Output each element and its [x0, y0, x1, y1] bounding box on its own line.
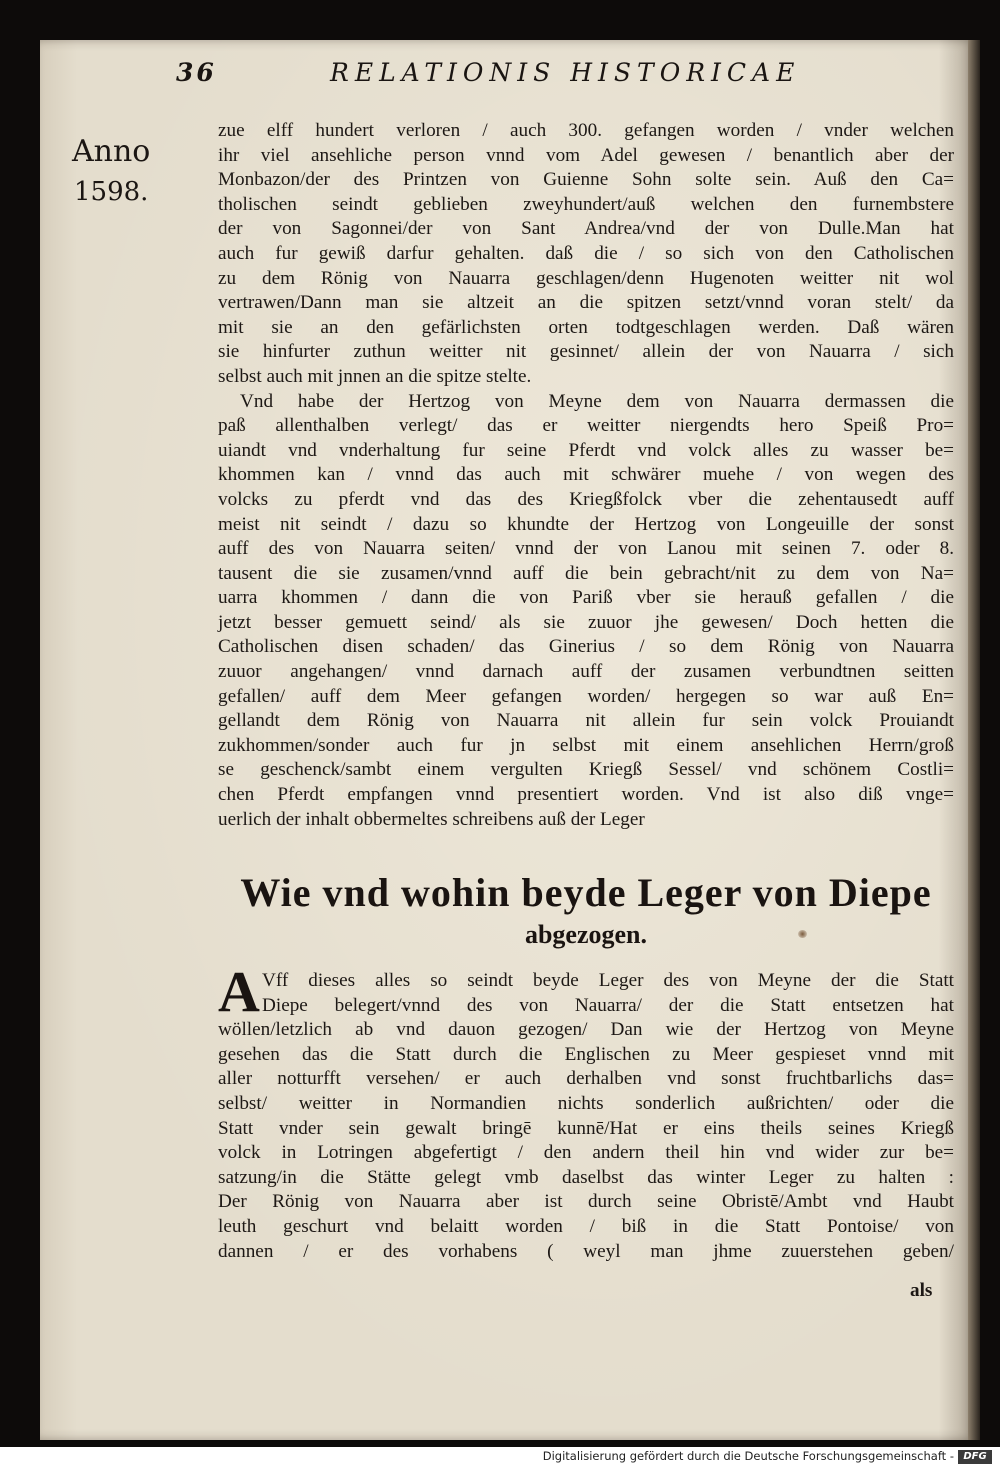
page-gutter: [968, 40, 980, 1440]
text-block-lower: [218, 969, 954, 1264]
footer-bar: [0, 1447, 1000, 1467]
text-line: zu dem Rönig von Nauarra geschlagen/denn Hugenoten weitter nit wol: [218, 267, 954, 289]
text-line: chen Pferdt empfangen vnnd presentiert worden. Vnd ist also diß vnge=: [218, 784, 954, 806]
marginal-year: 1598.: [74, 177, 149, 207]
text-line: jetzt besser gemuett seind/ als sie zuuor jhe gewesen/ Doch hetten die: [218, 611, 954, 633]
section-heading: Wie vnd wohin beyde Leger von Diepe: [240, 870, 932, 915]
text-line: tausent die sie zusamen/vnnd auff die bein gebracht/nit zu dem von Na=: [218, 562, 954, 584]
page-number: 36: [176, 58, 217, 87]
marginal-note: [72, 132, 150, 212]
text-line: khommen kan / vnnd das auch mit schwärer muehe / von wegen des: [218, 464, 954, 486]
text-line: der von Sagonnei/der von Sant Andrea/vnd der von Dulle.Man hat: [218, 218, 954, 240]
text-line: wöllen/letzlich ab vnd dauon gezogen/ Dan wie der Hertzog von Meyne: [218, 1019, 954, 1041]
text-line: aller notturfft versehen/ er auch derhalben vnd sonst fruchtbarlichs das=: [218, 1068, 954, 1090]
text-line: Vff dieses alles so seindt beyde Leger des von Meyne der die Statt: [262, 970, 954, 991]
text-line: tholischen seindt geblieben zweyhundert/auß welchen den furnembstere: [218, 193, 954, 215]
text-line: gesehen das die Statt durch die Englischen zu Meer gespieset vnnd mit: [218, 1043, 954, 1065]
text-line: Catholischen disen schaden/ das Ginerius / so dem Rönig von Nauarra: [218, 636, 954, 658]
text-line: meist nit seindt / dazu so khundte der Hertzog von Longeuille der sonst: [218, 513, 954, 535]
text-line: sie hinfurter zuthun weitter nit gesinnet/ allein der von Nauarra / sich: [218, 341, 954, 363]
text-line: Diepe belegert/vnnd des von Nauarra/ der die Statt entsetzen hat: [262, 994, 954, 1016]
text-line: Monbazon/der des Printzen von Guienne Sohn solte sein. Auß den Ca=: [218, 169, 954, 191]
funding-credit: Digitalisierung gefördert durch die Deutsche Forschungsgemeinschaft -: [542, 1449, 954, 1463]
text-line: auch fur gewiß darfur gehalten. daß die / so sich von den Catholischen: [218, 242, 954, 264]
text-line: satzung/in die Stätte gelegt vmb daselbst das winter Leger zu halten :: [218, 1166, 954, 1188]
text-line: volck in Lotringen abgefertigt / den andern theil hin vnd wider zur be=: [218, 1142, 954, 1164]
text-line: Der Rönig von Nauarra aber ist durch seine Obristē/Ambt vnd Haubt: [218, 1191, 954, 1213]
section-heading-continued: abgezogen.: [524, 920, 648, 949]
text-line: uiandt vnd vnderhaltung fur seine Pferdt vnd volck alles zu wasser be=: [218, 439, 954, 461]
text-line: gellandt dem Rönig von Nauarra nit allein fur sein volck Prouiandt: [218, 710, 954, 732]
text-block-upper: [218, 119, 954, 832]
paragraph-2: [218, 390, 954, 833]
paragraph-3: [218, 969, 954, 1264]
dfg-logo-icon: DFG: [958, 1450, 992, 1464]
text-line: auff des von Nauarra seiten/ vnnd der von Lanou mit seinen 7. oder 8.: [218, 538, 954, 560]
text-line: zukhommen/sonder auch fur jn selbst mit einem ansehlichen Herrn/groß: [218, 734, 954, 756]
text-line: zuuor angehangen/ vnnd darnach auff der zusamen verbundtnen seitten: [218, 661, 954, 683]
drop-cap: A: [218, 959, 260, 1024]
text-line: selbst/ weitter in Normandien nichts sonderlich außrichten/ oder die: [218, 1092, 954, 1114]
running-title: RELATIONIS HISTORICAE: [330, 58, 801, 87]
text-line: paß allenthalben verlegt/ das er weitter niergendts hero Speiß Pro=: [218, 415, 954, 437]
text-line: se geschenck/sambt einem vergulten Kriegß Sessel/ vnd schönem Costli=: [218, 759, 954, 781]
catchword: als: [910, 1280, 933, 1301]
text-line: dannen / er des vorhabens ( weyl man jhme zuuerstehen geben/: [218, 1240, 954, 1262]
text-line: uerlich der inhalt obbermeltes schreibens auß der Leger: [218, 808, 645, 830]
text-line: volcks zu pferdt vnd das des Kriegßfolck vber die zehentausedt auff: [218, 488, 954, 510]
text-line: uarra khommen / dann die von Pariß vber sie herauß gefallen / die: [218, 587, 954, 609]
text-line: selbst auch mit jnnen an die spitze stelte.: [218, 365, 532, 387]
text-line: gefallen/ auff dem Meer gefangen worden/ hergegen so war auß En=: [218, 685, 954, 707]
text-line: zue elff hundert verloren / auch 300. gefangen worden / vnder welchen: [218, 120, 954, 141]
text-line: leuth geschurt vnd belaitt worden / biß in die Statt Pontoise/ von: [218, 1215, 954, 1237]
text-line: ihr viel ansehliche person vnnd vom Adel gewesen / benantlich aber der: [218, 144, 954, 166]
paragraph-1: [218, 119, 954, 390]
text-line: vertrawen/Dann man sie altzeit an die spitzen setzt/vnnd voran stelt/ da: [218, 292, 954, 314]
marginal-anno: Anno: [72, 134, 151, 169]
text-line: Vnd habe der Hertzog von Meyne dem von Nauarra dermassen die: [240, 390, 954, 412]
text-line: Statt vnder sein gewalt bringē kunnē/Hat er eins theils seines Kriegß: [218, 1117, 954, 1139]
ink-blot: [798, 930, 807, 938]
text-line: mit sie an den gefärlichsten orten todtgeschlagen werden. Daß wären: [218, 316, 954, 338]
